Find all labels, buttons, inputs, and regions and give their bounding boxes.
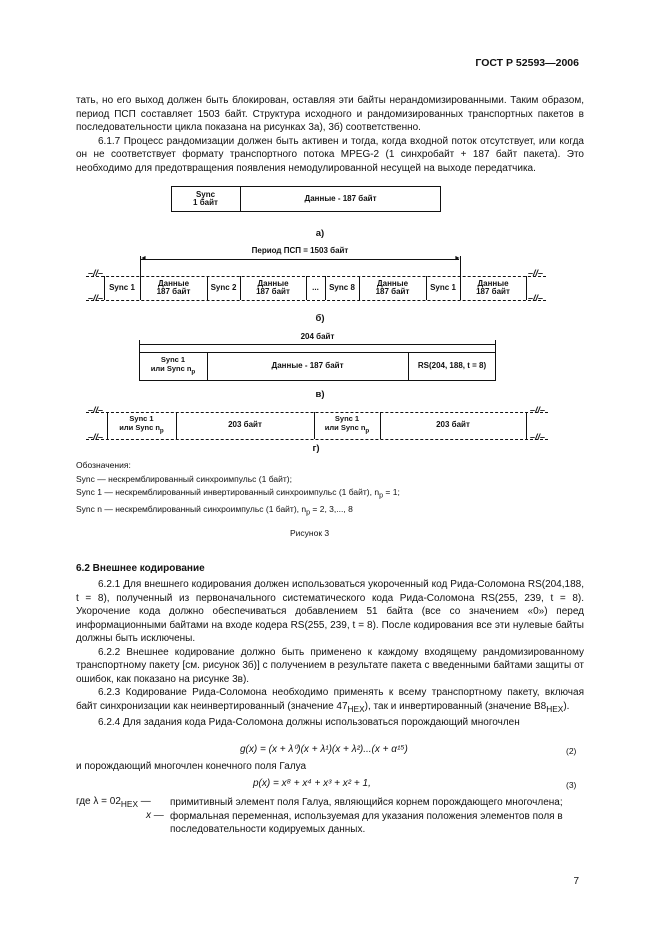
divider <box>526 412 527 439</box>
data-label: Данные <box>477 278 509 288</box>
figure-label-v: в) <box>315 389 325 400</box>
data-cell <box>140 276 207 300</box>
text: — <box>138 796 151 807</box>
break-mark-icon: –//– <box>528 293 544 303</box>
total-tick-left <box>139 340 140 352</box>
equation-2: g(x) = (x + λ⁰)(x + λ¹)(x + λ²)...(x + α¹⁵) <box>240 744 408 755</box>
total-tick-right <box>495 340 496 352</box>
legend-text: = 2, 3,..., 8 <box>310 504 353 515</box>
arrow-right-icon: ► <box>454 255 461 262</box>
where-definition-2: формальная переменная, используемая для указания положения элементов поля в последовательности кодируемых данных. <box>170 811 563 835</box>
sync-alt-text: или Sync n <box>119 422 160 432</box>
where-label <box>76 796 151 809</box>
stream-bottom-line <box>86 300 546 301</box>
sync-size: 1 байт <box>193 198 218 207</box>
legend-title: Обозначения: <box>76 460 131 470</box>
legend-text: Sync 1 — нескремблированный инвертированный синхроимпульс (1 байт), n <box>76 487 380 497</box>
data-cell <box>359 276 426 300</box>
total-arrow <box>140 344 495 345</box>
subscript: p <box>365 427 370 435</box>
sync-alt-label <box>151 365 196 377</box>
data-cell: Данные - 187 байт <box>304 193 377 203</box>
sync-byte-cell: Sync 8 <box>329 282 355 292</box>
data-label: Данные <box>257 278 289 288</box>
stream-bottom-line <box>86 439 548 440</box>
subscript: HEX <box>120 799 139 809</box>
paragraph-6-2-2: 6.2.2 Внешнее кодирование должно быть применено к каждому входящему рандомизированному транспортному пакету [см. рисунок 3б)] с получением в результате пакета с введенными байтами защиты от ошибок, как показано на рисунке 3в). <box>76 646 584 685</box>
sync-byte-cell: Sync 1 <box>430 282 456 292</box>
figure-label-g: г) <box>312 443 320 454</box>
intro-text <box>76 94 584 175</box>
sync-alt-text: или Sync n <box>150 363 192 373</box>
break-mark-icon: –//– <box>530 405 546 415</box>
total-length-label: 204 байт <box>300 331 335 341</box>
data-cell: 203 байт <box>228 420 262 430</box>
data-size: 187 байт <box>256 287 290 296</box>
ellipsis-cell: ... <box>312 282 319 292</box>
legend-line-2 <box>76 486 576 503</box>
data-label: Данные <box>157 278 190 288</box>
intro-continuation: тать, но его выход должен быть блокирован, оставляя эти байты нерандомизированными. Таким образом, период ПСП составляет 1503 байт. Структура исходного и рандомизированных транспортных пакетов в последовательности цикла показана на рисунках 3а), 3б) соответственно. <box>76 95 584 133</box>
sync-byte-cell <box>171 186 240 212</box>
break-mark-icon: –//– <box>88 293 104 303</box>
text-galois: и порождающий многочлен конечного поля Галуа <box>76 761 307 772</box>
text: 6.2.3 Кодирование Рида-Соломона необходимо применять к всему транспортному пакету, включая байт синхронизации как неинвертированный (значение 47 <box>76 687 584 712</box>
sync-byte-cell <box>139 352 207 381</box>
legend-text: = 1; <box>383 487 400 497</box>
legend-line-1: Sync — нескремблированный синхроимпульс (1 байт); <box>76 473 292 484</box>
where-definition-1: примитивный элемент поля Галуа, являющийся корнем порождающего многочлена; <box>170 797 563 808</box>
section-6-2-body <box>76 578 584 730</box>
sync-byte-cell: Sync 2 <box>210 282 237 292</box>
break-mark-icon: –//– <box>530 432 546 442</box>
data-cell: 203 байт <box>436 420 470 430</box>
paragraph-6-2-3 <box>76 686 584 716</box>
data-size: 187 байт <box>156 287 191 296</box>
text: ). <box>563 700 570 712</box>
figure-label-b: б) <box>315 313 325 324</box>
text: ), так и инвертированный (значение B8 <box>364 700 547 712</box>
equation-number-3: (3) <box>566 780 577 790</box>
sync-alt-text: или Sync n <box>324 422 366 432</box>
document-header: ГОСТ Р 52593—2006 <box>475 57 579 69</box>
legend-line-3 <box>76 503 576 520</box>
legend-text: Sync n — нескремблированный синхроимпульс (1 байт), n <box>76 504 307 515</box>
period-label: Период ПСП = 1503 байт <box>251 245 349 255</box>
sync-label: Sync 1 <box>160 355 186 365</box>
sync-byte-cell <box>314 412 380 439</box>
sync-byte-cell <box>107 412 176 439</box>
data-label: Данные <box>376 278 409 288</box>
sync-alt-label <box>119 424 164 436</box>
figure-label-a: а) <box>315 228 325 239</box>
sync-label: Sync <box>195 189 216 199</box>
subscript: p <box>191 368 196 376</box>
text: где λ = 02 <box>76 796 121 807</box>
break-mark-icon: –//– <box>88 405 104 415</box>
period-arrow <box>141 259 459 260</box>
paragraph-6-2-1: 6.2.1 Для внешнего кодирования должен использоваться укороченный код Рида-Соломона RS(204,188, t = 8), полученный из первоначального систематического кода Рида-Соломона RS(255, 239, t = 8). Укорочение кода должно обеспечиваться добавлением 51 байта (все со значением «0») перед информационными байтами на входе кодера RS(255, 239, t = 8). После кодирования все эти нулевые байты должны быть исключены. <box>76 579 584 644</box>
sync-label: Sync 1 <box>334 414 360 424</box>
divider <box>526 276 527 300</box>
page-number: 7 <box>573 876 579 887</box>
subscript: p <box>306 508 311 517</box>
data-cell: Данные - 187 байт <box>271 361 344 371</box>
arrow-left-icon: ◄ <box>140 255 147 262</box>
data-cell <box>460 276 526 300</box>
subscript: HEX <box>546 703 564 714</box>
data-cell <box>240 276 306 300</box>
data-size: 187 байт <box>476 287 510 296</box>
break-mark-icon: –//– <box>88 432 104 442</box>
rs-parity-cell: RS(204, 188, t = 8) <box>417 361 487 371</box>
figure-legend <box>76 459 576 520</box>
subscript: p <box>379 491 384 500</box>
break-mark-icon: –//– <box>88 268 104 278</box>
data-size: 187 байт <box>375 287 410 296</box>
sync-alt-label <box>325 424 370 436</box>
figure-caption: Рисунок 3 <box>290 528 330 538</box>
where-variable-x: x — <box>146 810 164 821</box>
paragraph-6-1-7: 6.1.7 Процесс рандомизации должен быть активен и тогда, когда входной поток отсутствует, или когда он не соответствует формату транспортного потока MPEG-2 (1 синхробайт + 187 байт пакета). Это необходимо для предотвращения появления немодулированной несущей на выходе передатчика. <box>76 135 584 174</box>
equation-3: p(x) = x⁸ + x⁴ + x³ + x² + 1, <box>253 778 371 789</box>
sync-label: Sync 1 <box>129 414 154 424</box>
equation-number-2: (2) <box>566 746 577 756</box>
subscript: p <box>159 427 164 435</box>
paragraph-6-2-4: 6.2.4 Для задания кода Рида-Соломона должны использоваться порождающий многочлен <box>98 717 520 728</box>
break-mark-icon: –//– <box>528 268 544 278</box>
sync-byte-cell: Sync 1 <box>109 282 135 292</box>
subscript: HEX <box>347 703 365 714</box>
section-title: 6.2 Внешнее кодирование <box>76 563 205 574</box>
